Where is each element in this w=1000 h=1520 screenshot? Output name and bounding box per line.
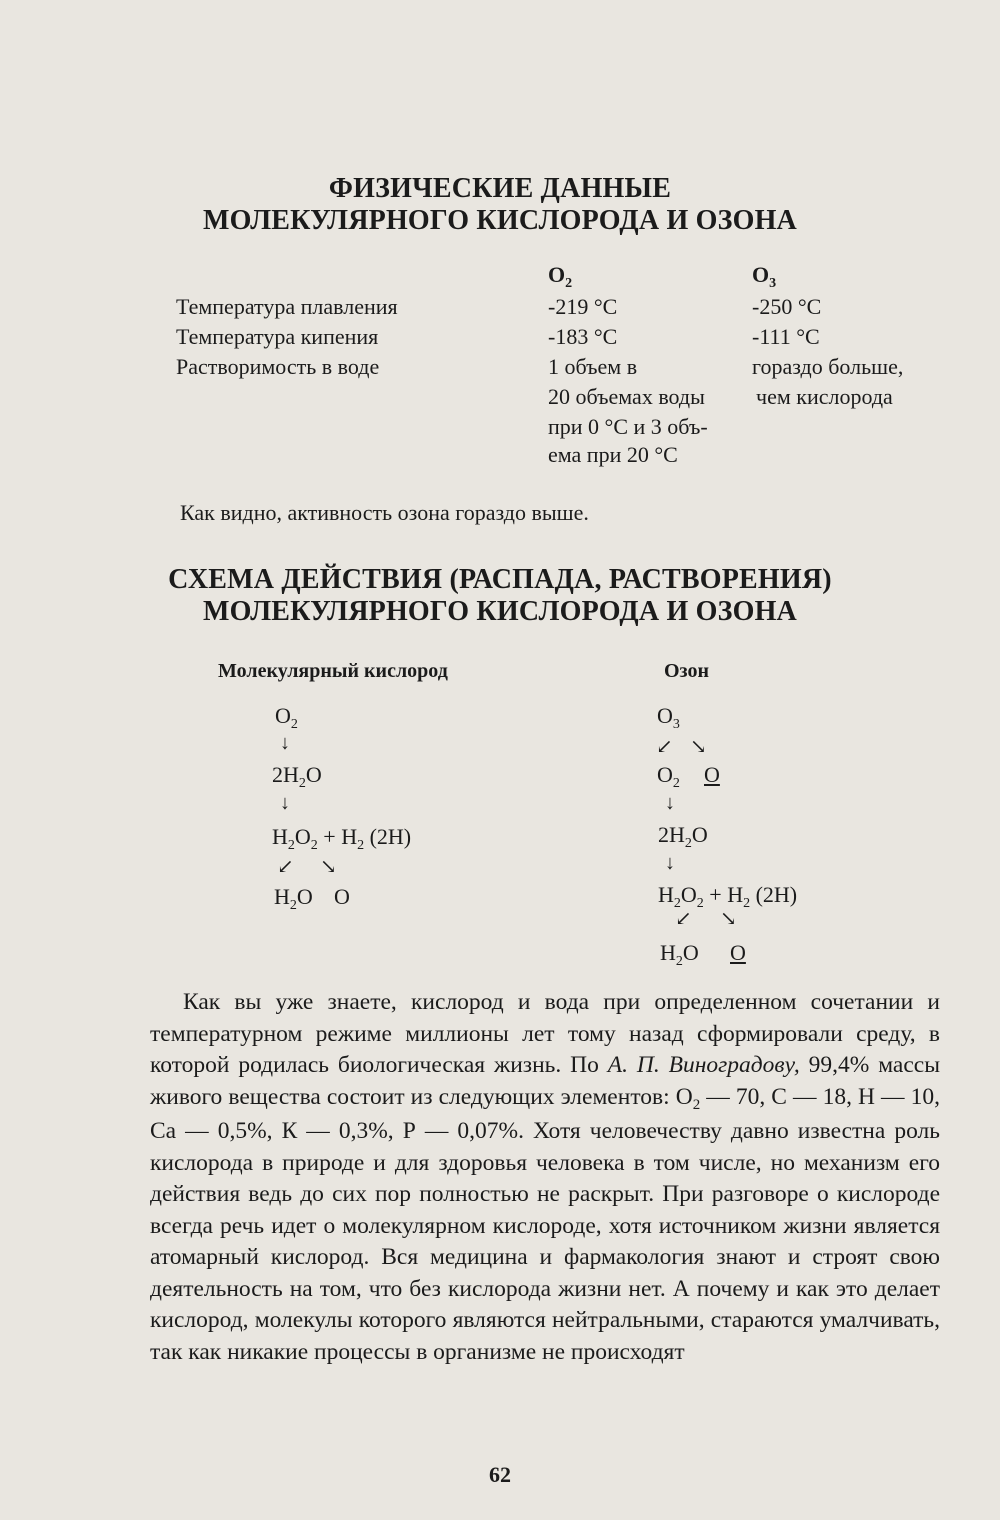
- heading2-line1: СХЕМА ДЕЙСТВИЯ (РАСПАДА, РАСТВОРЕНИЯ): [168, 564, 832, 595]
- left-h2o2-h2: $H_2O_2 + H_2$ (2H): [272, 824, 412, 853]
- paragraph-sub: 2: [692, 1096, 701, 1113]
- heading1-line2: МОЛЕКУЛЯРНОГО КИСЛОРОДА И ОЗОНА: [203, 205, 797, 236]
- row-o2-boiling: -183 °C: [548, 324, 618, 349]
- heading2-line2: МОЛЕКУЛЯРНОГО КИСЛОРОДА И ОЗОНА: [203, 596, 797, 627]
- right-o-final: O: [730, 940, 746, 965]
- right-arrow-2: ↘: [690, 736, 707, 758]
- solubility-o2-line4: ема при 20 °C: [548, 442, 678, 467]
- row-label-boiling: Температура кипения: [176, 324, 379, 349]
- left-h2o: $H_2O$: [274, 884, 313, 913]
- left-arrow-2: ↓: [280, 792, 290, 814]
- main-paragraph: [150, 987, 940, 1368]
- col-header-o2: $O_2$: [548, 262, 573, 291]
- left-o2: $O_2$: [275, 703, 298, 732]
- paragraph-text-1: Как вы уже знаете, кислород и вода при определенном сочетании и температурном режиме миллионы лет тому назад сформировали среду, в которой родилась биологическая жизнь. По: [150, 989, 940, 1078]
- right-arrow-6: ↘: [720, 908, 737, 930]
- right-arrow-5: ↙: [675, 908, 692, 930]
- right-arrow-1: ↙: [656, 736, 673, 758]
- col-header-o3: $O_3$: [752, 262, 777, 291]
- row-o2-melting: -219 °C: [548, 294, 618, 319]
- left-o: O: [334, 884, 350, 909]
- right-o2: $O_2$: [657, 762, 680, 791]
- row-o3-melting: -250 °C: [752, 294, 822, 319]
- row-o3-boiling: -111 °C: [752, 324, 820, 349]
- right-arrow-3: ↓: [665, 792, 675, 814]
- right-h2o: $H_2O$: [660, 940, 699, 969]
- row-label-solubility: Растворимость в воде: [176, 354, 380, 379]
- left-arrow-3: ↙: [277, 856, 294, 878]
- paragraph-text-2: 99,4% массы живого вещества состоит из следующих элементов: O: [150, 1052, 941, 1110]
- right-o3: $O_3$: [657, 703, 680, 732]
- right-2h2o: $2H_2O$: [658, 822, 708, 851]
- paragraph-text-3: — 70, С — 18, Н — 10, Са — 0,5%, К — 0,3%, Р — 0,07%. Хотя человечеству давно известна роль кислорода в природе и для здоровья человека в том числе, но механизм его действия ведь до сих пор полностью не раскрыт. При разговоре о кислороде всегда речь идет о молекулярном кислороде, хотя источником жизни является атомарный кислород. Вся медицина и фармакология знают и строят свою деятельность на том, что без кислорода жизни нет. А почему и как это делает кислород, молекулы которого являются нейтральными, стараются умалчивать, так как никакие процессы в организме не происходят: [150, 1083, 941, 1365]
- left-2h2o: $2H_2O$: [272, 762, 322, 791]
- conclusion-text: Как видно, активность озона гораздо выше.: [180, 500, 589, 525]
- scheme-left-title: Молекулярный кислород: [218, 660, 448, 682]
- left-arrow-4: ↘: [320, 856, 337, 878]
- heading1-line1: ФИЗИЧЕСКИЕ ДАННЫЕ: [328, 173, 672, 204]
- row-o3-solubility: гораздо больше,: [752, 354, 904, 379]
- paragraph-author: А. П. Виноградову,: [607, 1052, 800, 1078]
- scheme-right-title: Озон: [664, 660, 709, 682]
- page-number: 62: [489, 1462, 511, 1487]
- right-h2o2-h2: $H_2O_2 + H_2$ (2H): [658, 882, 798, 911]
- left-arrow-1: ↓: [280, 732, 290, 754]
- right-arrow-4: ↓: [665, 852, 675, 874]
- solubility-o2-line3: при 0 °C и 3 объ-: [548, 414, 708, 439]
- right-o-atomic: O: [704, 762, 720, 787]
- solubility-o2-line2: 20 объемах воды: [548, 384, 705, 409]
- solubility-o3-line2: чем кислорода: [756, 384, 893, 409]
- row-o2-solubility: 1 объем в: [548, 354, 638, 379]
- row-label-melting: Температура плавления: [176, 294, 398, 319]
